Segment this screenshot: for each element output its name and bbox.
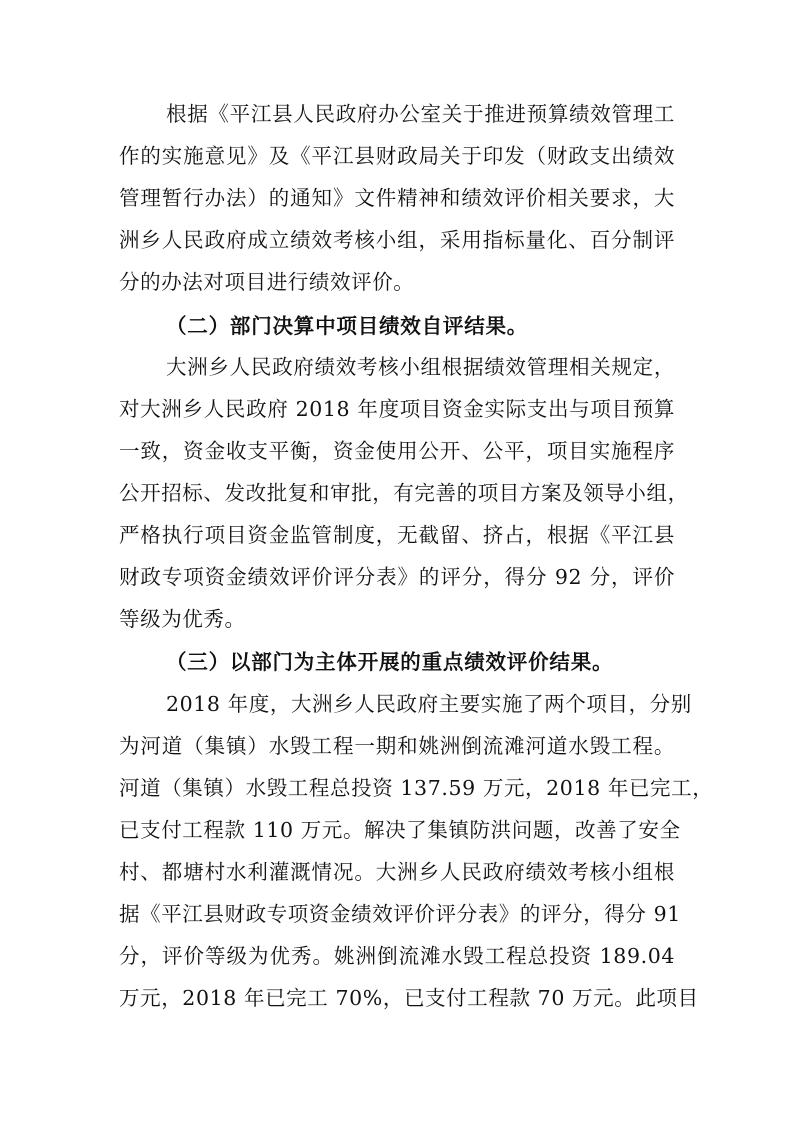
paragraph-line: 据《平江县财政专项资金绩效评价评分表》的评分，得分 91 xyxy=(119,902,681,926)
paragraph-line: 为河道（集镇）水毁工程一期和姚洲倒流滩河道水毁工程。 xyxy=(119,734,675,758)
paragraph-line: 管理暂行办法）的通知》文件精神和绩效评价相关要求，大 xyxy=(119,186,675,210)
section-heading: （三）以部门为主体开展的重点绩效评价结果。 xyxy=(166,650,614,674)
paragraph-line: 对大洲乡人民政府 2018 年度项目资金实际支出与项目预算 xyxy=(119,397,675,421)
paragraph-line: 分的办法对项目进行绩效评价。 xyxy=(119,270,415,294)
paragraph-line: 分，评价等级为优秀。姚洲倒流滩水毁工程总投资 189.04 xyxy=(119,944,675,968)
paragraph-line: 万元，2018 年已完工 70%，已支付工程款 70 万元。此项目 xyxy=(119,986,699,1010)
paragraph-line: 一致，资金收支平衡，资金使用公开、公平，项目实施程序 xyxy=(119,439,675,463)
paragraph-line: 2018 年度，大洲乡人民政府主要实施了两个项目，分别 xyxy=(166,692,692,716)
paragraph-line: 洲乡人民政府成立绩效考核小组，采用指标量化、百分制评 xyxy=(119,228,675,252)
paragraph-line: 严格执行项目资金监管制度，无截留、挤占，根据《平江县 xyxy=(119,523,675,547)
paragraph-line: 公开招标、发改批复和审批，有完善的项目方案及领导小组， xyxy=(119,481,689,505)
paragraph-line: 已支付工程款 110 万元。解决了集镇防洪问题，改善了安全 xyxy=(119,818,681,842)
paragraph-line: 河道（集镇）水毁工程总投资 137.59 万元，2018 年已完工， xyxy=(119,776,714,800)
paragraph-line: 财政专项资金绩效评价评分表》的评分，得分 92 分，评价 xyxy=(119,565,675,589)
paragraph-line: 村、都塘村水利灌溉情况。大洲乡人民政府绩效考核小组根 xyxy=(119,860,675,884)
paragraph-line: 根据《平江县人民政府办公室关于推进预算绩效管理工 xyxy=(166,102,675,126)
section-heading: （二）部门决算中项目绩效自评结果。 xyxy=(166,314,529,338)
paragraph-line: 作的实施意见》及《平江县财政局关于印发（财政支出绩效 xyxy=(119,144,675,168)
paragraph-line: 大洲乡人民政府绩效考核小组根据绩效管理相关规定， xyxy=(166,355,675,379)
paragraph-line: 等级为优秀。 xyxy=(119,607,246,631)
